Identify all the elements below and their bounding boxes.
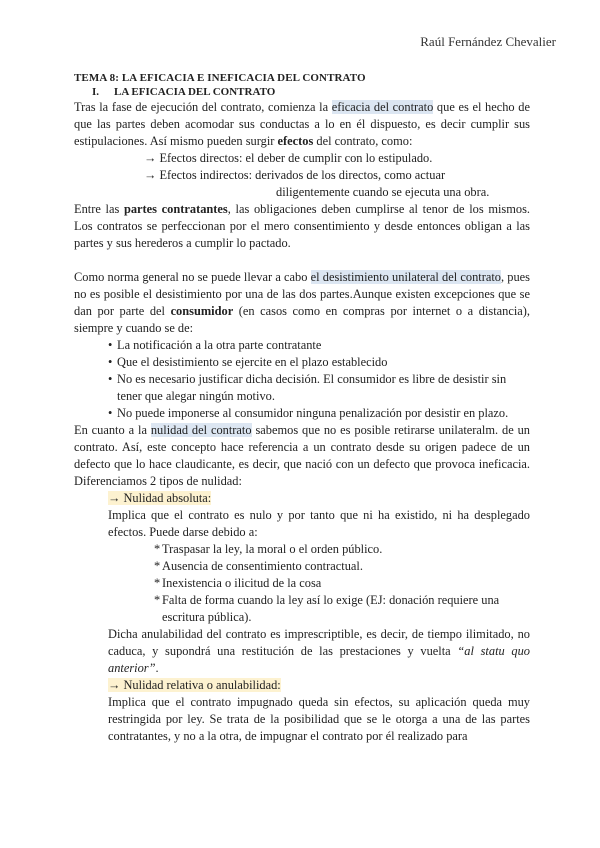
conditions-list	[74, 337, 530, 422]
list-item: • Que el desistimiento se ejercite en el plazo establecido	[108, 354, 530, 371]
relative-nullity-heading: → Nulidad relativa o anulabilidad:	[108, 678, 281, 692]
text-run: En cuanto a la	[74, 423, 151, 437]
spacer	[74, 252, 530, 269]
nullity-causes-list	[74, 541, 530, 626]
text-run: , pues no es posible el desistimiento por una de las dos partes.Aunque existen excepciones que se dan por parte del	[74, 270, 530, 318]
list-item: * Inexistencia o ilicitud de la cosa	[154, 575, 530, 592]
text-run: , las obligaciones deben cumplirse al tenor de los mismos. Los contratos se perfeccionan por el mero consentimiento y desde entonces obligan a las partes y sus herederos a cumplir lo pactado.	[74, 202, 530, 250]
highlight-desistimiento: el desistimiento unilateral del contrato	[310, 270, 501, 284]
list-item: • No es necesario justificar dicha decisión. El consumidor es libre de desistir sin tener que alegar ningún motivo.	[108, 371, 530, 405]
closing-paragraph	[108, 626, 530, 677]
author-header: Raúl Fernández Chevalier	[420, 34, 556, 49]
paragraph-partes	[74, 201, 530, 252]
highlight-eficacia: eficacia del contrato	[331, 100, 434, 114]
text-run: Tras la fase de ejecución del contrato, comienza la	[74, 100, 332, 114]
section-heading	[92, 85, 530, 99]
highlight-nulidad: nulidad del contrato	[150, 423, 252, 437]
bold-partes-contratantes: partes contratantes	[123, 202, 228, 216]
text-run: del contrato, como:	[313, 134, 413, 148]
bold-consumidor: consumidor	[170, 304, 234, 318]
list-item: • No puede imponerse al consumidor ninguna penalización por desistir en plazo.	[108, 405, 530, 422]
effect-indirect: → Efectos indirectos: derivados de los directos, como actuar	[144, 168, 446, 182]
section-number: I.	[92, 86, 100, 98]
absolute-nullity-closing	[108, 626, 530, 745]
paragraph-eficacia	[74, 99, 530, 150]
list-item: * Ausencia de consentimiento contractual.	[154, 558, 530, 575]
text-run: .	[155, 661, 159, 675]
text-run: Entre las	[74, 202, 124, 216]
effect-indirect-continuation: diligentemente cuando se ejecuta una obra.	[276, 185, 490, 199]
text-run: sabemos que no es posible retirarse unilateralm. de un contrato. Así, este concepto hace referencia a un contrato desde su origen padece de un defecto que lo hace claudicante, es decir, que nació con un defecto que provoca ineficacia. Diferenciamos 2 tipos de nulidad:	[74, 423, 530, 488]
section-title: LA EFICACIA DEL CONTRATO	[114, 86, 276, 98]
paragraph-nulidad	[74, 422, 530, 490]
italic-status-quo: “al statu quo anterior”	[108, 644, 530, 675]
list-item: * Falta de forma cuando la ley así lo exige (EJ: donación requiere una escritura pública).	[154, 592, 530, 626]
absolute-nullity-heading: → Nulidad absoluta:	[108, 491, 212, 505]
text-run: que es el hecho de que las partes deben acomodar sus conductas a lo en él dispuesto, es decir cumplir sus estipulaciones. Así mismo pueden surgir	[74, 100, 530, 148]
list-item: * Traspasar la ley, la moral o el orden público.	[154, 541, 530, 558]
effect-direct: → Efectos directos: el deber de cumplir con lo estipulado.	[144, 151, 433, 165]
effects-list	[144, 150, 530, 201]
absolute-nullity-text: Implica que el contrato es nulo y por tanto que ni ha existido, ni ha desplegado efectos. Puede darse debido a:	[108, 508, 530, 539]
bold-efectos: efectos	[277, 134, 314, 148]
text-run: (en casos como en compras por internet o a distancia), siempre y cuando se de:	[74, 304, 531, 335]
relative-nullity-text: Implica que el contrato impugnado queda sin efectos, su aplicación queda muy restringida por ley. Se trata de la posibilidad que se le otorga a una de las partes contratantes, y no a la otra, de impugnar el contrato por él realizado para	[108, 695, 530, 743]
text-run: Dicha anulabilidad del contrato es imprescriptible, es decir, de tiempo ilimitado, no caduca, y supondrá una restitución de las prestaciones y vuelta	[108, 627, 530, 658]
document-body	[74, 71, 530, 745]
absolute-nullity-section	[108, 490, 530, 541]
text-run: Como norma general no se puede llevar a cabo	[74, 270, 311, 284]
paragraph-desistimiento	[74, 269, 530, 337]
chapter-title: TEMA 8: LA EFICACIA E INEFICACIA DEL CONTRATO	[74, 72, 366, 84]
list-item: • La notificación a la otra parte contratante	[108, 337, 530, 354]
